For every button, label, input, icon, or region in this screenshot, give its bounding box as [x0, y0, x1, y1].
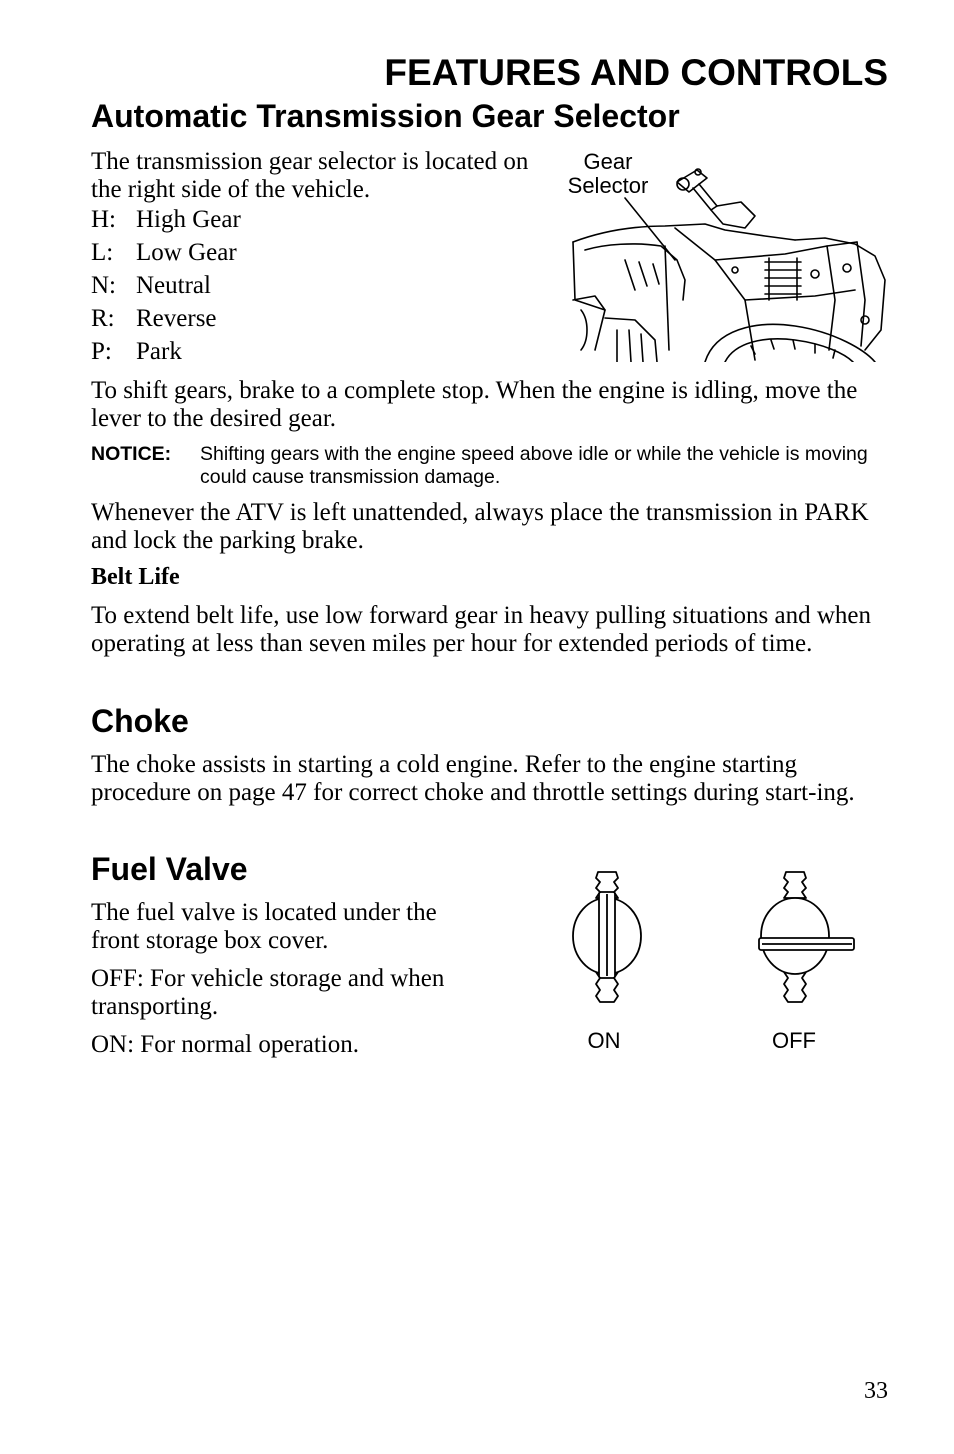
fuel-valve-on-label: ON — [587, 1028, 621, 1053]
caption-line: Gear — [583, 149, 633, 174]
gear-item-park — [91, 338, 182, 366]
gear-label: High Gear — [136, 206, 241, 233]
belt-life-heading: Belt Life — [91, 564, 180, 590]
notice-label: NOTICE: — [91, 443, 172, 465]
fuel-valve-off-text: OFF: For vehicle storage and when transporting. — [91, 965, 445, 1020]
fuel-valve-location: The fuel valve is located under the front storage box cover. — [91, 899, 437, 954]
gear-key: N: — [91, 272, 116, 299]
belt-life-text: To extend belt life, use low forward gear in heavy pulling situations and when operating at less than seven miles per hour for extended periods of time. — [91, 602, 871, 657]
gear-label: Reverse — [136, 305, 217, 332]
fuel-valve-on-text: ON: For normal operation. — [91, 1031, 360, 1058]
gear-label: Neutral — [136, 272, 211, 299]
gear-key: R: — [91, 305, 115, 332]
gear-item-high — [91, 206, 241, 234]
gear-label: Low Gear — [136, 239, 237, 266]
section-heading-transmission: Automatic Transmission Gear Selector — [91, 98, 680, 134]
gear-key: L: — [91, 239, 114, 266]
chapter-title: FEATURES AND CONTROLS — [384, 52, 888, 93]
notice-text: Shifting gears with the engine speed above idle or while the vehicle is moving could cause transmission damage. — [200, 443, 868, 488]
choke-text: The choke assists in starting a cold engine. Refer to the engine starting procedure on page 47 for correct choke and throttle settings during start-ing. — [91, 751, 855, 806]
caption-line: Selector — [567, 173, 649, 198]
gear-key: P: — [91, 338, 112, 365]
section-heading-fuel-valve: Fuel Valve — [91, 851, 248, 887]
atv-gear-selector-illustration — [565, 150, 895, 362]
page-number: 33 — [864, 1378, 888, 1404]
fuel-valve-off-illustration — [748, 868, 863, 1018]
section-heading-choke: Choke — [91, 703, 189, 739]
fuel-valve-off-label: OFF — [772, 1028, 816, 1053]
gear-label: Park — [136, 338, 182, 365]
gear-item-neutral — [91, 272, 211, 300]
unattended-instructions: Whenever the ATV is left unattended, always place the transmission in PARK and lock the parking brake. — [91, 499, 869, 554]
gear-key: H: — [91, 206, 116, 233]
fuel-valve-on-illustration — [560, 868, 655, 1018]
gear-item-low — [91, 239, 237, 267]
transmission-intro: The transmission gear selector is located on the right side of the vehicle. — [91, 148, 529, 203]
shift-instructions: To shift gears, brake to a complete stop. When the engine is idling, move the lever to the desired gear. — [91, 377, 858, 432]
gear-item-reverse — [91, 305, 217, 333]
